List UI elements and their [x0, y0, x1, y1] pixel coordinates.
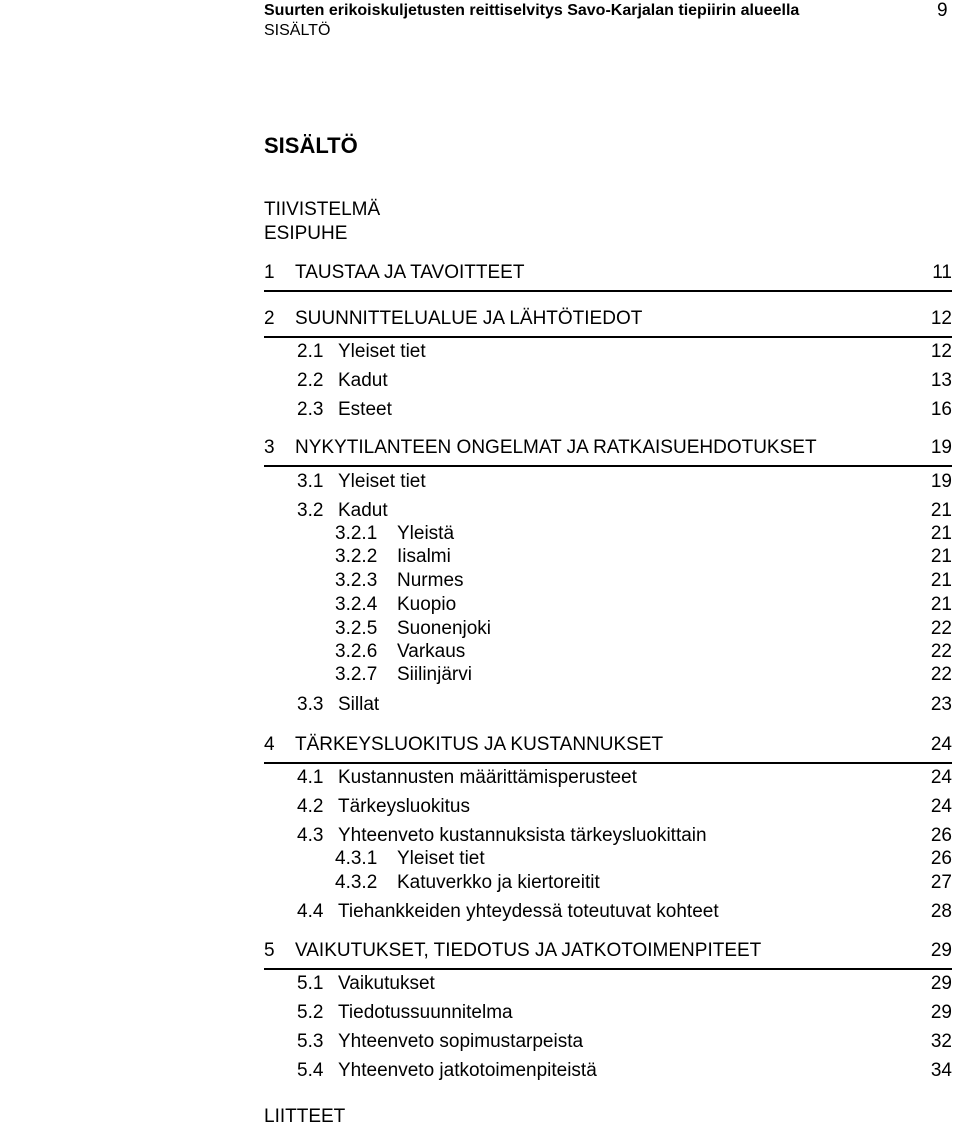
toc-page: 12	[930, 308, 952, 329]
toc-page: 22	[930, 618, 952, 639]
toc-page: 32	[930, 1031, 952, 1052]
toc-number: 3.2.2	[335, 546, 378, 567]
front-matter-preface: ESIPUHE	[264, 223, 348, 244]
toc-page: 24	[930, 767, 952, 788]
toc-number: 2.3	[297, 399, 324, 420]
toc-number: 3.2.7	[335, 664, 378, 685]
toc-chapter[interactable]	[264, 437, 952, 467]
toc-number: 4.2	[297, 796, 324, 817]
appendix-heading: LIITTEET	[264, 1106, 346, 1127]
toc-section[interactable]	[297, 1002, 952, 1026]
toc-number: 4.3.1	[335, 848, 378, 869]
toc-number: 2.2	[297, 370, 324, 391]
toc-subsection[interactable]	[335, 594, 952, 618]
toc-label: TAUSTAA JA TAVOITTEET	[295, 262, 525, 283]
toc-page: 16	[930, 399, 952, 420]
toc-page: 24	[930, 734, 952, 755]
toc-number: 3.2.1	[335, 523, 378, 544]
toc-section[interactable]	[297, 399, 952, 423]
toc-label: Tiedotussuunnitelma	[338, 1002, 513, 1023]
toc-number: 3	[264, 437, 275, 458]
toc-number: 3.2.3	[335, 570, 378, 591]
toc-number: 2	[264, 308, 275, 329]
toc-page: 26	[930, 848, 952, 869]
section-name: SISÄLTÖ	[264, 22, 331, 39]
toc-subsection[interactable]	[335, 618, 952, 642]
toc-page: 21	[930, 523, 952, 544]
toc-section[interactable]	[297, 901, 952, 925]
toc-label: Iisalmi	[397, 546, 451, 567]
toc-page: 23	[930, 694, 952, 715]
toc-section[interactable]	[297, 694, 952, 718]
toc-label: Yhteenveto sopimustarpeista	[338, 1031, 584, 1052]
toc-label: Tärkeysluokitus	[338, 796, 470, 817]
toc-subsection[interactable]	[335, 872, 952, 896]
toc-number: 3.3	[297, 694, 324, 715]
page-title: SISÄLTÖ	[264, 133, 358, 158]
toc-subsection[interactable]	[335, 664, 952, 688]
toc-label: Nurmes	[397, 570, 464, 591]
toc-page: 28	[930, 901, 952, 922]
toc-label: Yleiset tiet	[338, 471, 426, 492]
toc-number: 3.2	[297, 500, 324, 521]
toc-label: Yhteenveto jatkotoimenpiteistä	[338, 1060, 597, 1081]
toc-number: 4.3.2	[335, 872, 378, 893]
toc-chapter[interactable]	[264, 308, 952, 338]
toc-section[interactable]	[297, 973, 952, 997]
document-title: Suurten erikoiskuljetusten reittiselvitys Savo-Karjalan tiepiirin alueella	[264, 2, 800, 19]
toc-section[interactable]	[297, 1060, 952, 1084]
toc-label: Yleiset tiet	[397, 848, 485, 869]
toc-label: NYKYTILANTEEN ONGELMAT JA RATKAISUEHDOTUKSET	[295, 437, 817, 458]
toc-label: Yhteenveto kustannuksista tärkeysluokittain	[338, 825, 707, 846]
toc-label: Kuopio	[397, 594, 457, 615]
toc-subsection[interactable]	[335, 848, 952, 872]
toc-section[interactable]	[297, 471, 952, 495]
toc-page: 21	[930, 500, 952, 521]
toc-label: Esteet	[338, 399, 392, 420]
toc-number: 4.4	[297, 901, 324, 922]
toc-page: 22	[930, 641, 952, 662]
toc-label: TÄRKEYSLUOKITUS JA KUSTANNUKSET	[295, 734, 664, 755]
toc-section[interactable]	[297, 796, 952, 820]
toc-page: 24	[930, 796, 952, 817]
toc-chapter[interactable]	[264, 940, 952, 970]
toc-section[interactable]	[297, 767, 952, 791]
toc-page: 21	[930, 594, 952, 615]
toc-subsection[interactable]	[335, 546, 952, 570]
toc-label: Kadut	[338, 500, 388, 521]
toc-label: SUUNNITTELUALUE JA LÄHTÖTIEDOT	[295, 308, 643, 329]
toc-page: 29	[930, 973, 952, 994]
toc-subsection[interactable]	[335, 641, 952, 665]
toc-label: Suonenjoki	[397, 618, 492, 639]
toc-label: Tiehankkeiden yhteydessä toteutuvat kohteet	[338, 901, 719, 922]
toc-page: 26	[930, 825, 952, 846]
toc-label: Kadut	[338, 370, 388, 391]
toc-number: 3.2.4	[335, 594, 378, 615]
toc-chapter[interactable]	[264, 734, 952, 764]
toc-subsection[interactable]	[335, 570, 952, 594]
toc-number: 5.2	[297, 1002, 324, 1023]
toc-number: 2.1	[297, 341, 324, 362]
toc-label: Sillat	[338, 694, 380, 715]
toc-number: 3.1	[297, 471, 324, 492]
toc-chapter[interactable]	[264, 262, 952, 292]
toc-number: 5.1	[297, 973, 324, 994]
toc-section[interactable]	[297, 370, 952, 394]
toc-page: 29	[930, 940, 952, 961]
toc-section[interactable]	[297, 825, 952, 849]
front-matter-abstract: TIIVISTELMÄ	[264, 199, 381, 220]
toc-page: 19	[930, 437, 952, 458]
toc-label: Kustannusten määrittämisperusteet	[338, 767, 637, 788]
toc-number: 4	[264, 734, 275, 755]
toc-page: 22	[930, 664, 952, 685]
toc-label: Siilinjärvi	[397, 664, 472, 685]
toc-number: 1	[264, 262, 275, 283]
toc-subsection[interactable]	[335, 523, 952, 547]
toc-section[interactable]	[297, 341, 952, 365]
toc-page: 21	[930, 546, 952, 567]
toc-page: 12	[930, 341, 952, 362]
toc-number: 5.3	[297, 1031, 324, 1052]
toc-label: Katuverkko ja kiertoreitit	[397, 872, 600, 893]
toc-page: 19	[930, 471, 952, 492]
toc-number: 4.1	[297, 767, 324, 788]
toc-page: 21	[930, 570, 952, 591]
toc-section[interactable]	[297, 500, 952, 524]
toc-section[interactable]	[297, 1031, 952, 1055]
toc-label: Vaikutukset	[338, 973, 435, 994]
toc-page: 29	[930, 1002, 952, 1023]
toc-label: VAIKUTUKSET, TIEDOTUS JA JATKOTOIMENPITEET	[295, 940, 762, 961]
toc-number: 5.4	[297, 1060, 324, 1081]
toc-label: Yleiset tiet	[338, 341, 426, 362]
page-number: 9	[937, 0, 948, 21]
toc-page: 11	[932, 262, 952, 283]
toc-label: Yleistä	[397, 523, 455, 544]
toc-page: 34	[930, 1060, 952, 1081]
toc-label: Varkaus	[397, 641, 466, 662]
toc-number: 4.3	[297, 825, 324, 846]
toc-number: 5	[264, 940, 275, 961]
toc-page: 27	[930, 872, 952, 893]
toc-page: 13	[930, 370, 952, 391]
toc-number: 3.2.6	[335, 641, 378, 662]
toc-number: 3.2.5	[335, 618, 378, 639]
